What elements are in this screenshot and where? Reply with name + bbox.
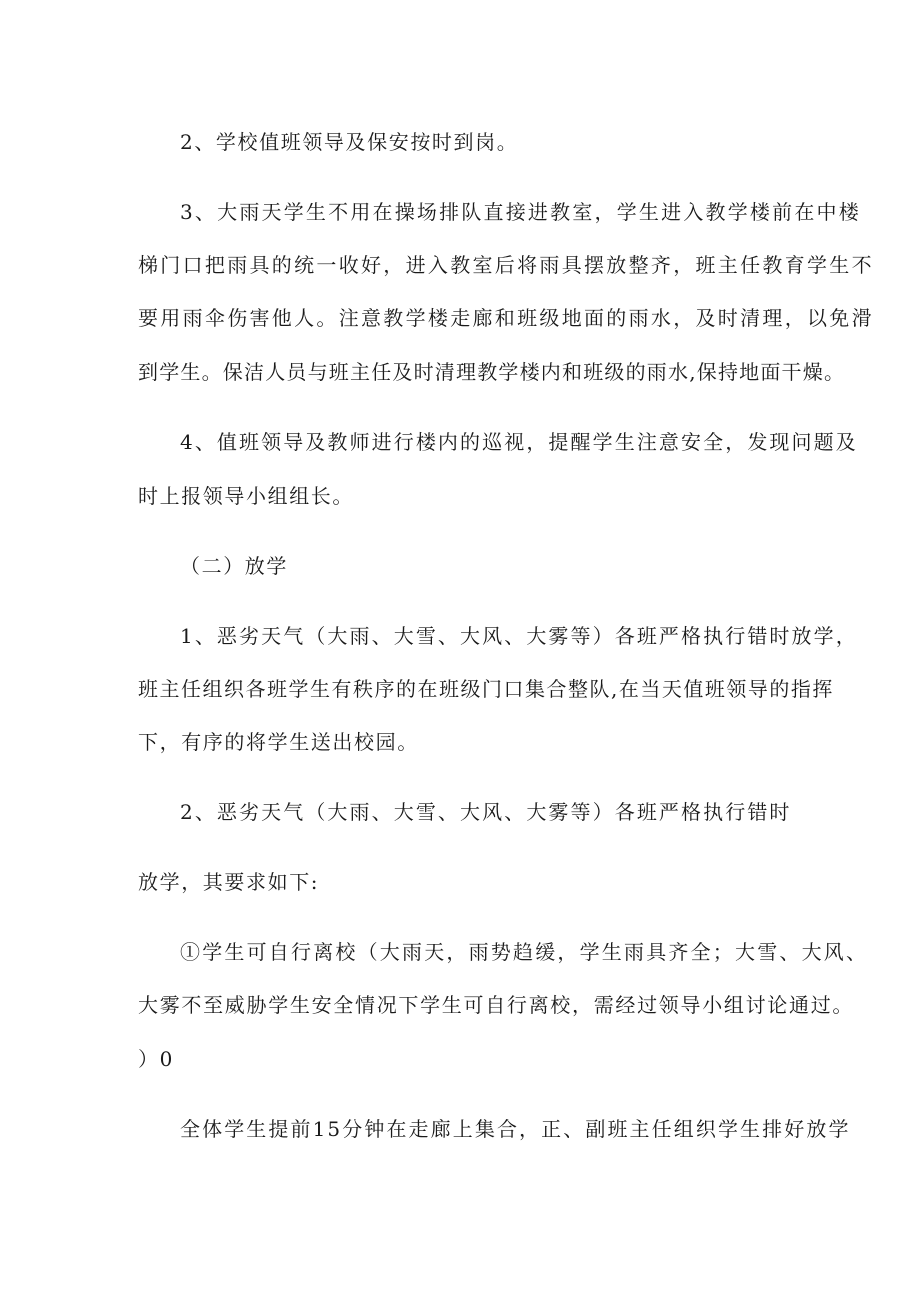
paragraph-line: 放学，其要求如下: [138, 870, 320, 894]
paragraph-line: 到学生。保洁人员与班主任及时清理教学楼内和班级的雨水,保持地面干燥。 [138, 360, 846, 384]
paragraph-line: 要用雨伞伤害他人。注意教学楼走廊和班级地面的雨水，及时清理，以免滑 [138, 306, 874, 330]
paragraph-item-2-requirements: 2、恶劣天气（大雨、大雪、大风、大雾等）各班严格执行错时 [180, 800, 792, 824]
paragraph-sub-item-1-self-leave: ①学生可自行离校（大雨天，雨势趋缓，学生雨具齐全；大雪、大风、 [180, 940, 869, 964]
paragraph-line: 梯门口把雨具的统一收好，进入教室后将雨具摆放整齐，班主任教育学生不 [138, 253, 874, 277]
paragraph-item-2-duty-staff: 2、学校值班领导及保安按时到岗。 [180, 130, 519, 154]
paragraph-item-1-staggered-dismissal: 1、恶劣天气（大雨、大雪、大风、大雾等）各班严格执行错时放学， [180, 624, 858, 648]
paragraph-line: 大雾不至威胁学生安全情况下学生可自行离校，需经过领导小组讨论通过。 [138, 993, 855, 1017]
paragraph-assembly: 全体学生提前15分钟在走廊上集合，正、副班主任组织学生排好放学 [180, 1117, 851, 1141]
paragraph-line: 下，有序的将学生送出校园。 [138, 730, 419, 754]
paragraph-line: 时上报领导小组组长。 [138, 484, 354, 508]
paragraph-line: ）0 [138, 1047, 174, 1071]
section-heading-dismissal: （二）放学 [180, 554, 288, 578]
paragraph-line: 班主任组织各班学生有秩序的在班级门口集合整队,在当天值班领导的指挥 [138, 677, 834, 701]
paragraph-item-3-rainy-day: 3、大雨天学生不用在操场排队直接进教室，学生进入教学楼前在中楼 [180, 200, 861, 224]
paragraph-item-4-patrol: 4、值班领导及教师进行楼内的巡视，提醒学生注意安全，发现问题及 [180, 430, 858, 454]
